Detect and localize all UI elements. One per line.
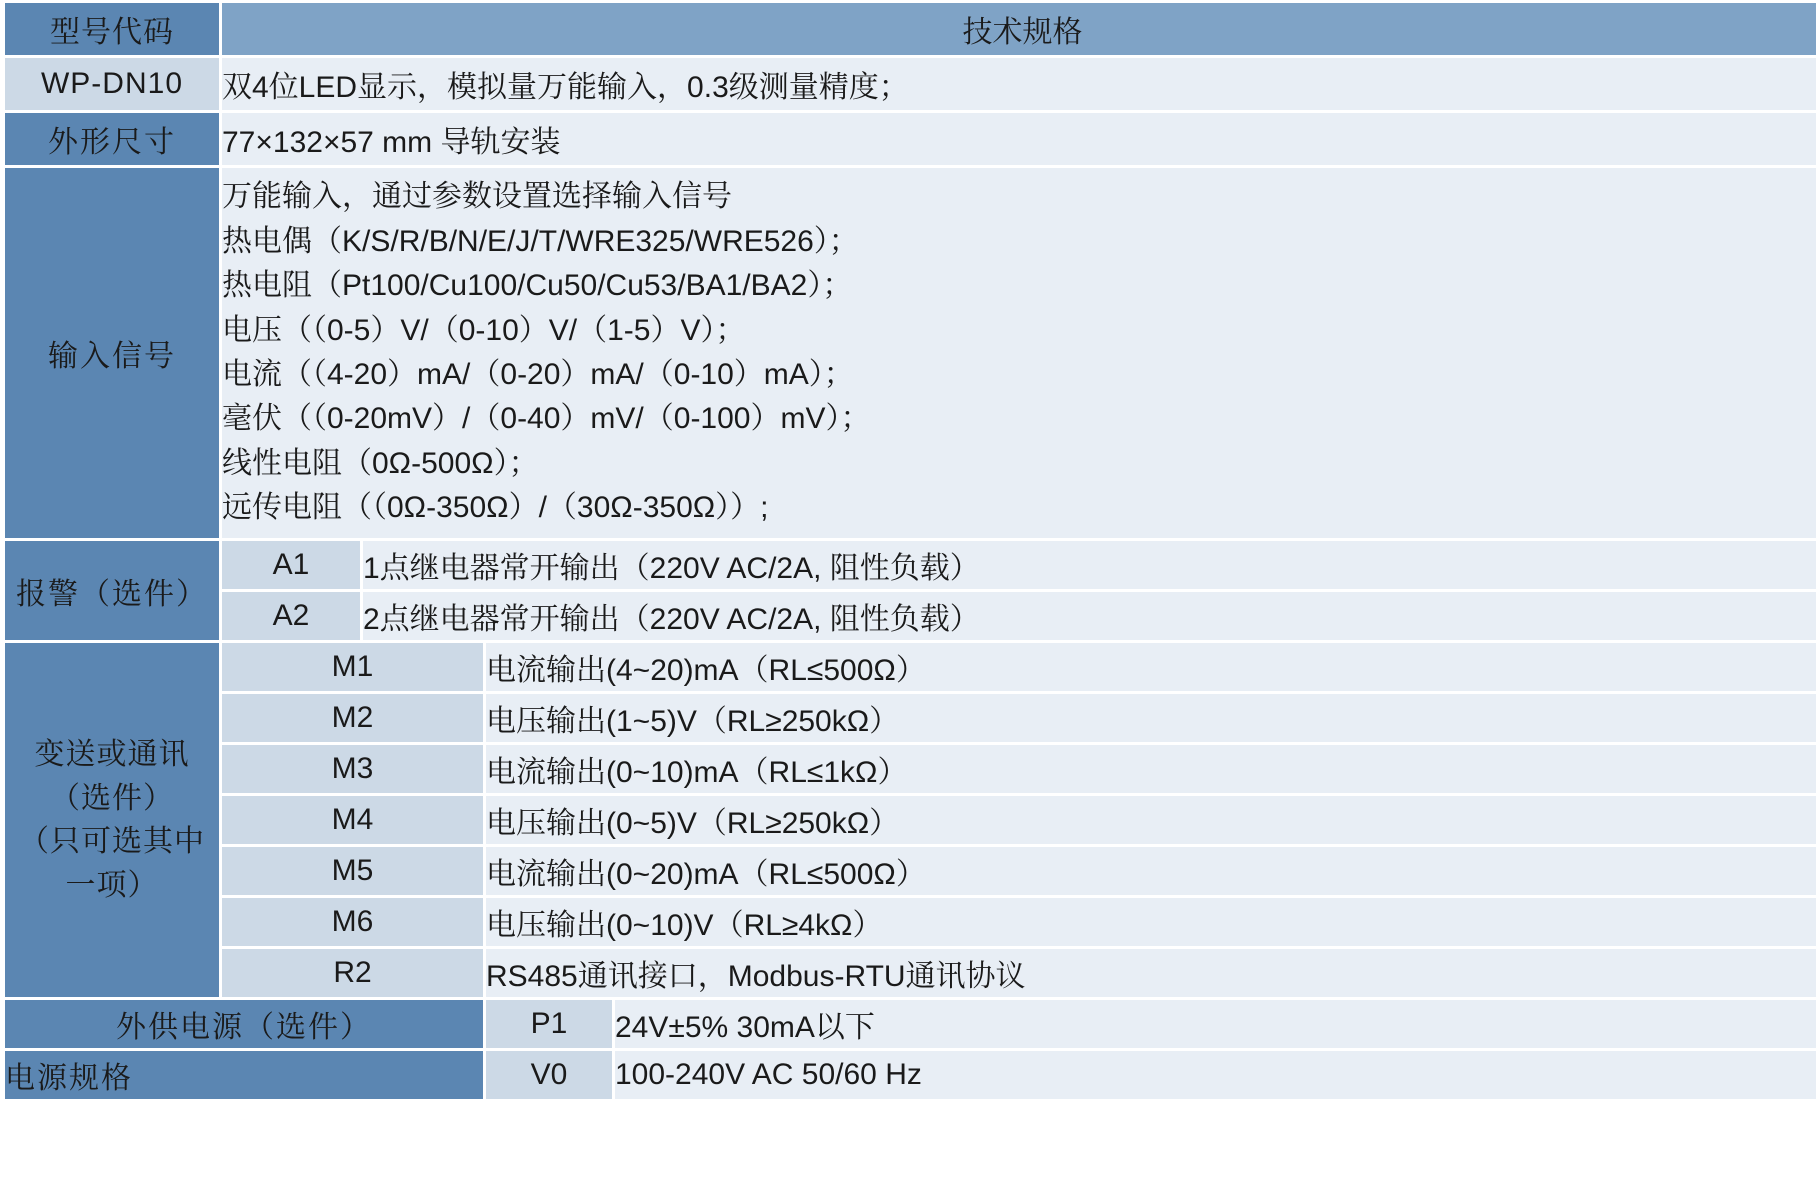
transmit-label-line2: （只可选其中一项） <box>19 825 205 902</box>
dimension-label: 外形尺寸 <box>5 113 219 165</box>
header-model-code: 型号代码 <box>5 3 219 55</box>
power-spec-label: 电源规格 <box>5 1051 483 1099</box>
table-row-power-spec <box>5 1051 1816 1099</box>
transmit-label-line1: 变送或通讯（选件） <box>34 738 190 815</box>
dimension-value: 77×132×57 mm 导轨安装 <box>222 113 1816 165</box>
transmit-desc-m1: 电流输出(4~20)mA（RL≤500Ω） <box>486 643 1816 691</box>
transmit-label <box>5 643 219 997</box>
transmit-code-m3: M3 <box>222 745 483 793</box>
table-row-transmit-m6 <box>5 898 1816 946</box>
table-row-external-power <box>5 1000 1816 1048</box>
table-row-transmit-m4 <box>5 796 1816 844</box>
alarm-desc-a2: 2点继电器常开输出（220V AC/2A, 阻性负载） <box>363 592 1816 640</box>
table-row-transmit-m3 <box>5 745 1816 793</box>
table-row-transmit-m2 <box>5 694 1816 742</box>
input-signal-line: 线性电阻（0Ω-500Ω）； <box>222 446 539 480</box>
alarm-label: 报警（选件） <box>5 541 219 640</box>
table-header-row <box>5 3 1816 55</box>
power-spec-code: V0 <box>486 1051 612 1099</box>
external-power-code: P1 <box>486 1000 612 1048</box>
header-technical-spec: 技术规格 <box>222 3 1816 55</box>
input-signal-label: 输入信号 <box>5 168 219 538</box>
input-signal-content <box>222 168 1816 538</box>
transmit-desc-m2: 电压输出(1~5)V（RL≥250kΩ） <box>486 694 1816 742</box>
model-description: 双4位LED显示，模拟量万能输入，0.3级测量精度； <box>222 58 1816 110</box>
table-row-input-signal <box>5 168 1816 538</box>
transmit-desc-r2: RS485通讯接口，Modbus-RTU通讯协议 <box>486 949 1816 997</box>
transmit-code-m5: M5 <box>222 847 483 895</box>
external-power-desc: 24V±5% 30mA以下 <box>615 1000 1816 1048</box>
input-signal-line: 电压（（0-5）V/（0-10）V/（1-5）V）； <box>222 313 746 347</box>
table-row-alarm-a1 <box>5 541 1816 589</box>
input-signal-line: 热电偶（K/S/R/B/N/E/J/T/WRE325/WRE526）； <box>222 224 859 258</box>
input-signal-line: 电流（（4-20）mA/（0-20）mA/（0-10）mA）； <box>222 358 854 391</box>
power-spec-desc: 100-240V AC 50/60 Hz <box>615 1051 1816 1099</box>
table-row-transmit-m1 <box>5 643 1816 691</box>
specification-table <box>2 0 1816 1102</box>
input-signal-line: 万能输入，通过参数设置选择输入信号 <box>222 180 732 214</box>
transmit-desc-m5: 电流输出(0~20)mA（RL≤500Ω） <box>486 847 1816 895</box>
transmit-desc-m6: 电压输出(0~10)V（RL≥4kΩ） <box>486 898 1816 946</box>
transmit-code-m2: M2 <box>222 694 483 742</box>
input-signal-line: 毫伏（（0-20mV）/（0-40）mV/（0-100）mV）； <box>222 402 871 436</box>
transmit-desc-m3: 电流输出(0~10)mA（RL≤1kΩ） <box>486 745 1816 793</box>
external-power-label: 外供电源（选件） <box>5 1000 483 1048</box>
alarm-code-a1: A1 <box>222 541 360 589</box>
table-row-transmit-r2 <box>5 949 1816 997</box>
transmit-code-m4: M4 <box>222 796 483 844</box>
table-row-dimension <box>5 113 1816 165</box>
transmit-code-m1: M1 <box>222 643 483 691</box>
input-signal-line: 远传电阻（（0Ω-350Ω）/（30Ω-350Ω））; <box>222 491 769 525</box>
transmit-code-r2: R2 <box>222 949 483 997</box>
transmit-desc-m4: 电压输出(0~5)V（RL≥250kΩ） <box>486 796 1816 844</box>
model-code-value: WP-DN10 <box>5 58 219 110</box>
transmit-code-m6: M6 <box>222 898 483 946</box>
table-row-alarm-a2 <box>5 592 1816 640</box>
alarm-desc-a1: 1点继电器常开输出（220V AC/2A, 阻性负载） <box>363 541 1816 589</box>
input-signal-line: 热电阻（Pt100/Cu100/Cu50/Cu53/BA1/BA2）； <box>222 269 853 303</box>
table-row-transmit-m5 <box>5 847 1816 895</box>
alarm-code-a2: A2 <box>222 592 360 640</box>
table-row-model <box>5 58 1816 110</box>
